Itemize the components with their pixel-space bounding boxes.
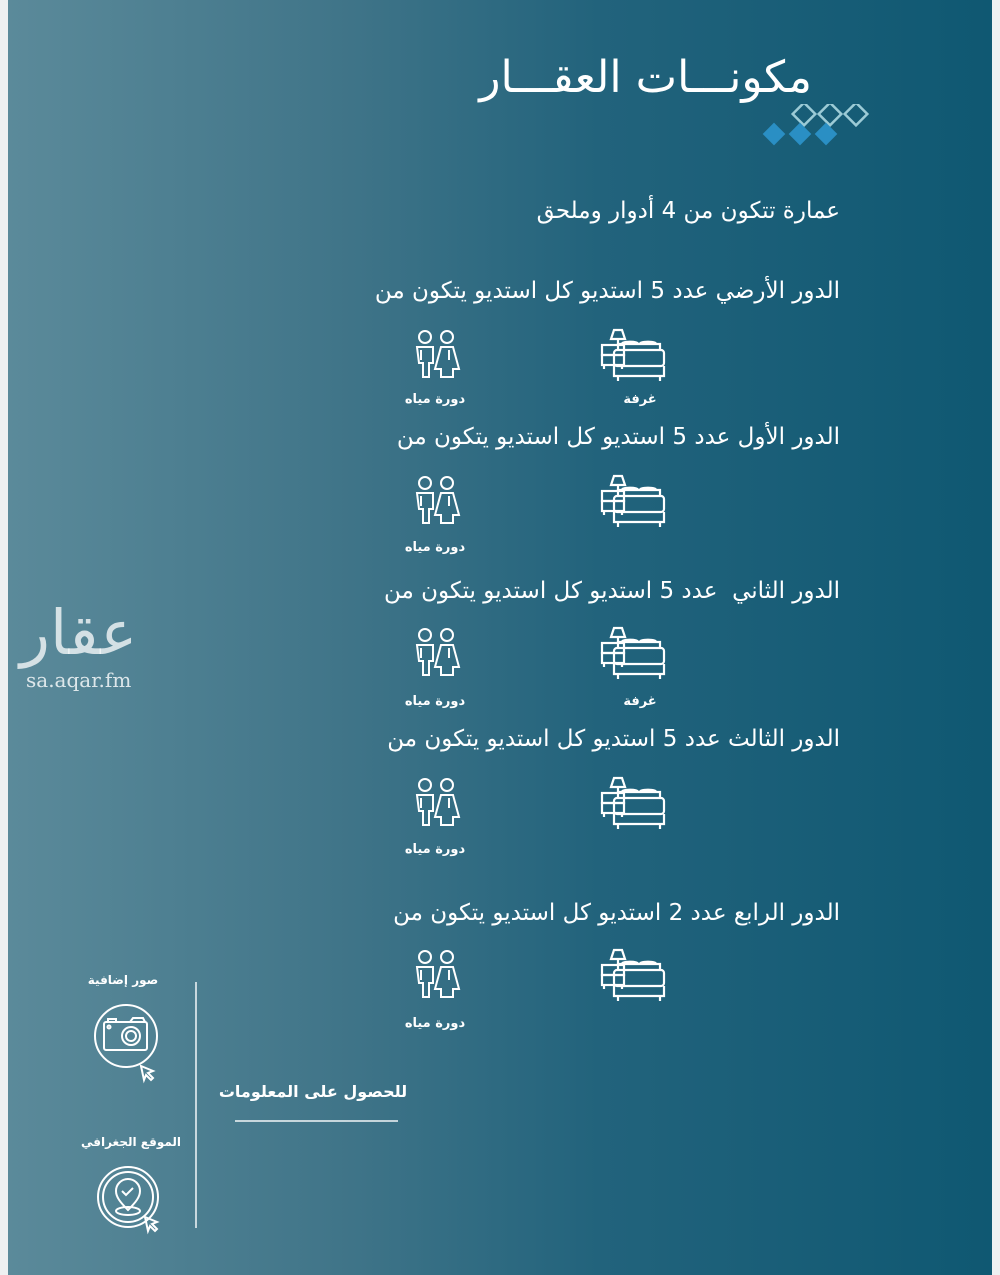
brochure-page xyxy=(8,0,992,1275)
building-description: عمارة تتكون من 4 أدوار وملحق xyxy=(536,198,840,224)
info-label: للحصول على المعلومات xyxy=(218,1082,408,1101)
restroom-label: دورة مياه xyxy=(404,694,466,709)
watermark-logo: عقار xyxy=(20,596,138,669)
diamond-ornament-icon xyxy=(760,104,875,154)
restroom-icon xyxy=(414,330,462,380)
camera-button[interactable] xyxy=(86,1000,166,1085)
bedroom-icon xyxy=(600,328,670,384)
page-title: مكونـــات العقـــار xyxy=(479,52,812,103)
floor-heading: الدور الأرضي عدد 5 استديو كل استديو يتكون من xyxy=(374,278,840,304)
underline-divider xyxy=(235,1120,398,1122)
floor-heading: الدور الثالث عدد 5 استديو كل استديو يتكون من xyxy=(387,726,840,752)
restroom-label: دورة مياه xyxy=(404,842,466,857)
restroom-icon xyxy=(414,476,462,526)
location-pin-button[interactable] xyxy=(90,1162,170,1237)
divider-line xyxy=(195,982,197,1228)
floor-heading: الدور الأول عدد 5 استديو كل استديو يتكون من xyxy=(396,424,840,450)
watermark-url: sa.aqar.fm xyxy=(26,668,132,692)
bedroom-icon xyxy=(600,948,670,1004)
floor-heading: الدور الثاني عدد 5 استديو كل استديو يتكون من xyxy=(383,578,840,604)
restroom-label: دورة مياه xyxy=(404,540,466,555)
restroom-icon xyxy=(414,950,462,1000)
bedroom-label: غرفة xyxy=(623,392,657,407)
bedroom-icon xyxy=(600,776,670,832)
bedroom-icon xyxy=(600,474,670,530)
restroom-icon xyxy=(414,628,462,678)
location-label: الموقع الجغرافي xyxy=(80,1135,182,1149)
bedroom-icon xyxy=(600,626,670,682)
restroom-icon xyxy=(414,778,462,828)
photos-label: صور إضافية xyxy=(87,973,159,987)
floor-heading: الدور الرابع عدد 2 استديو كل استديو يتكون من xyxy=(393,900,840,926)
restroom-label: دورة مياه xyxy=(404,1016,466,1031)
bedroom-label: غرفة xyxy=(623,694,657,709)
restroom-label: دورة مياه xyxy=(404,392,466,407)
